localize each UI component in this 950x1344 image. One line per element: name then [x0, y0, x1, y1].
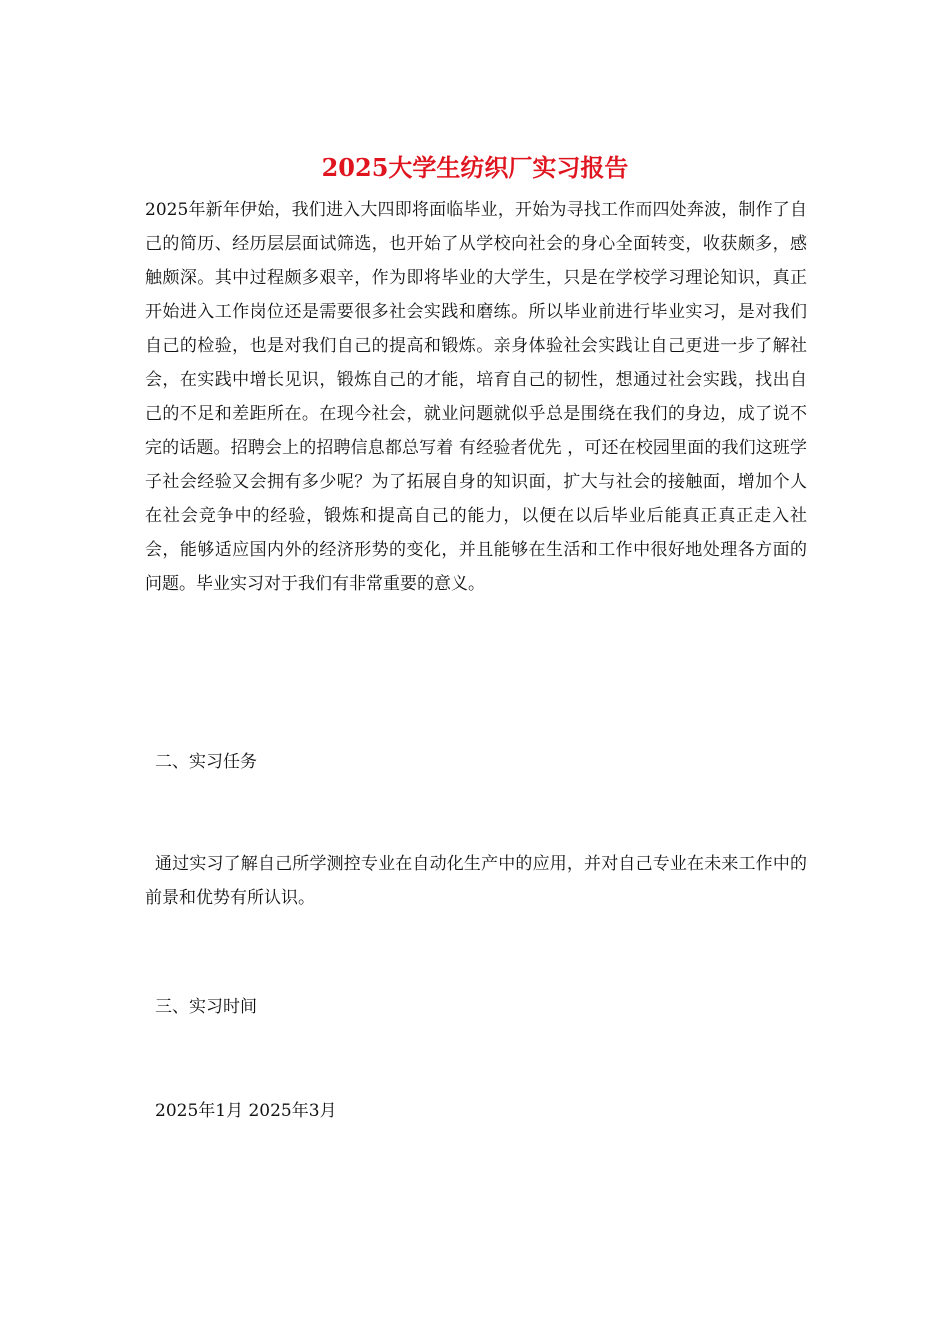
section-task-body: 通过实习了解自己所学测控专业在自动化生产中的应用，并对自己专业在未来工作中的前景和优势有所认识。: [145, 854, 807, 908]
section-task-heading: 二、实习任务: [155, 752, 257, 772]
section-time-heading: 三、实习时间: [155, 997, 257, 1017]
section-time-body: 2025年1月 2025年3月: [155, 1101, 337, 1121]
intro-paragraph: 2025年新年伊始，我们进入大四即将面临毕业，开始为寻找工作而四处奔波，制作了自己的简历、经历层层面试筛选，也开始了从学校向社会的身心全面转变，收获颇多，感触颇深。其中过程颇多艰辛，作为即将毕业的大学生，只是在学校学习理论知识，真正开始进入工作岗位还是需要很多社会实践和磨练。所以毕业前进行毕业实习，是对我们自己的检验，也是对我们自己的提高和锻炼。亲身体验社会实践让自己更进一步了解社会，在实践中增长见识，锻炼自己的才能，培育自己的韧性，想通过社会实践，找出自己的不足和差距所在。在现今社会，就业问题就似乎总是围绕在我们的身边，成了说不完的话题。招聘会上的招聘信息都总写着 有经验者优先 ，可还在校园里面的我们这班学子社会经验又会拥有多少呢？为了拓展自身的知识面，扩大与社会的接触面，增加个人在社会竞争中的经验，锻炼和提高自己的能力，以便在以后毕业后能真正真正走入社会，能够适应国内外的经济形势的变化，并且能够在生活和工作中很好地处理各方面的问题。毕业实习对于我们有非常重要的意义。: [145, 200, 807, 594]
document-title: 2025大学生纺织厂实习报告: [321, 153, 629, 182]
